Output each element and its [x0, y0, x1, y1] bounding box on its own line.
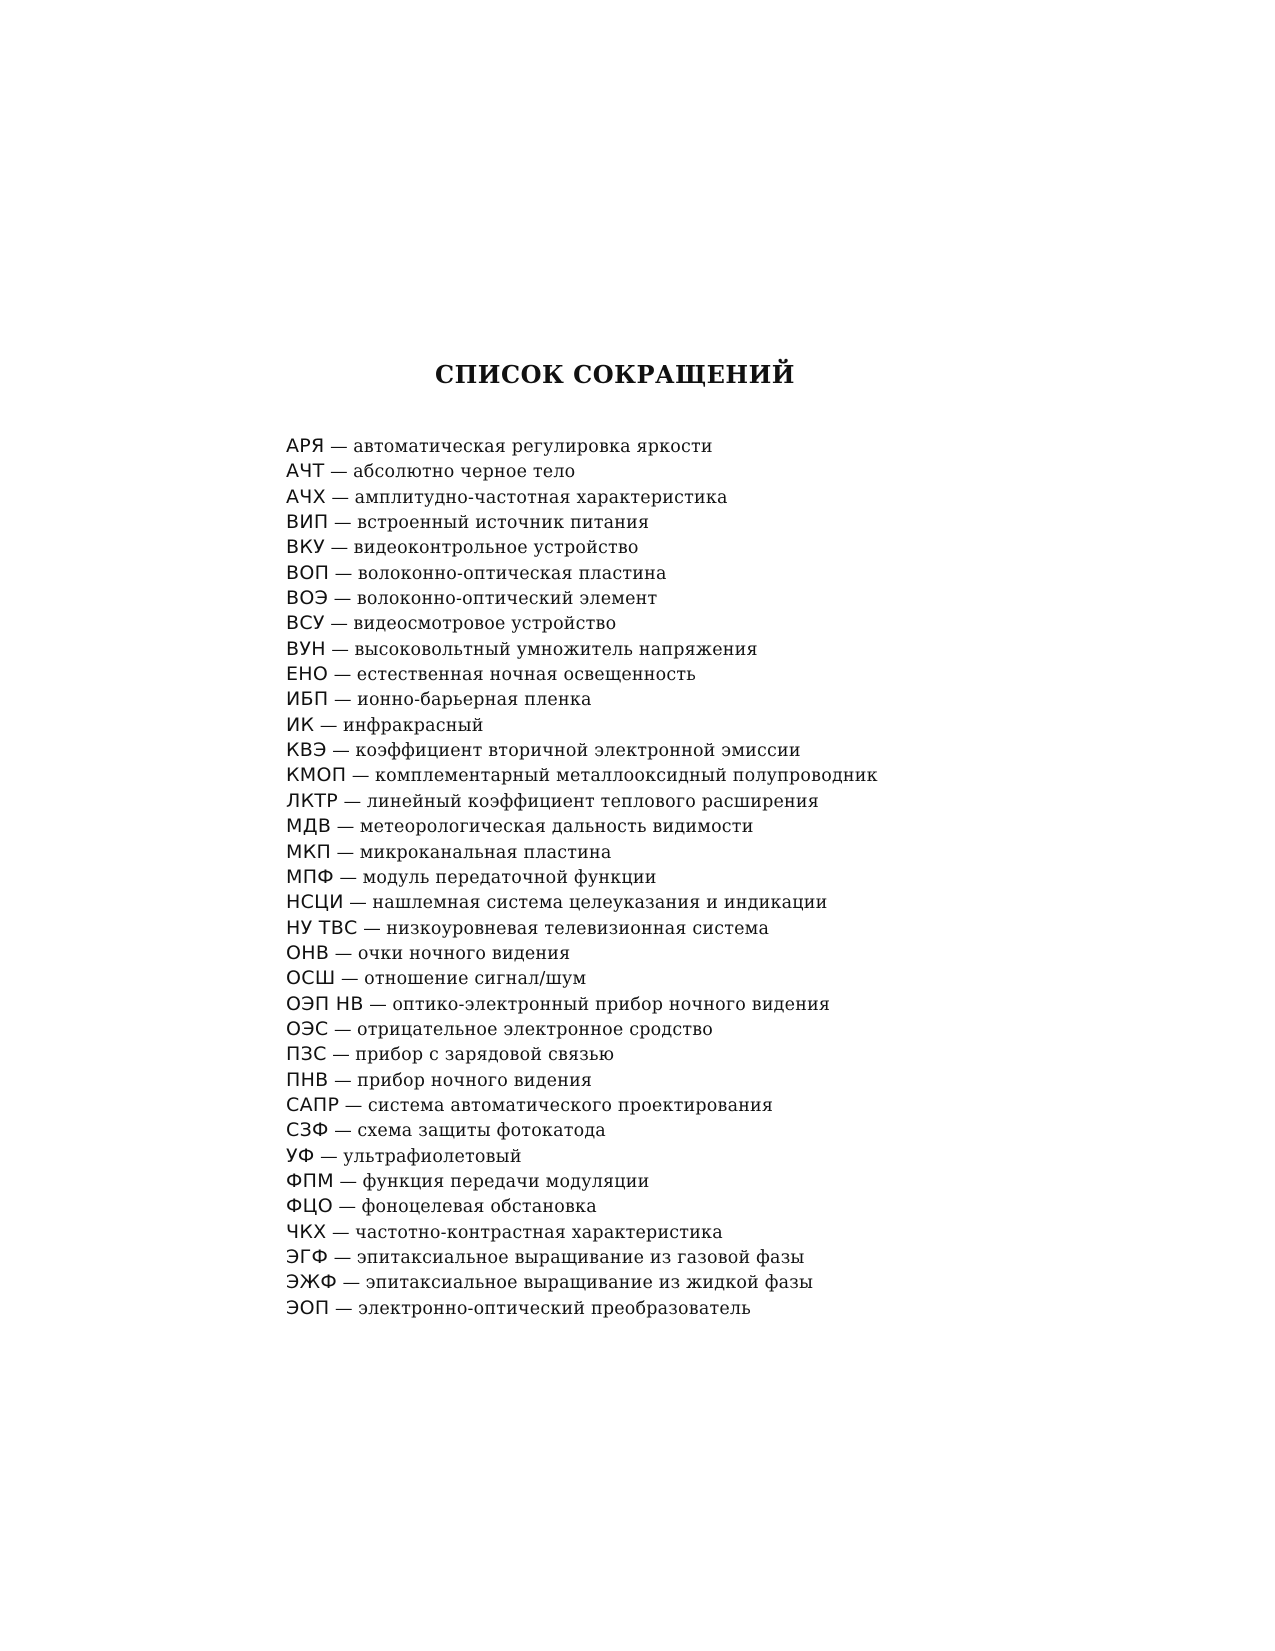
abbreviation-separator: —: [324, 462, 354, 483]
abbreviation-term: УФ: [286, 1144, 315, 1167]
abbreviation-entry: [286, 966, 878, 991]
abbreviation-definition: автоматическая регулировка яркости: [353, 437, 713, 457]
abbreviation-separator: —: [328, 665, 357, 686]
abbreviation-separator: —: [325, 487, 355, 508]
abbreviation-definition: видеосмотровое устройство: [353, 614, 617, 635]
abbreviation-definition: отношение сигнал/шум: [364, 969, 587, 990]
abbreviation-entry: [286, 1169, 878, 1194]
abbreviation-definition: волоконно-оптическая пластина: [357, 563, 667, 584]
abbreviation-definition: ионно-барьерная пленка: [357, 690, 592, 711]
abbreviation-term: МКП: [286, 840, 332, 863]
abbreviation-definition: амплитудно-частотная характеристика: [354, 487, 728, 508]
abbreviation-entry: [286, 1042, 878, 1067]
abbreviation-term: ПЗС: [286, 1043, 327, 1066]
abbreviation-term: ФЦО: [286, 1195, 333, 1218]
abbreviation-definition: модуль передаточной функции: [362, 867, 657, 888]
abbreviation-term: ИБП: [286, 688, 329, 711]
abbreviation-entry: [286, 485, 878, 510]
abbreviation-separator: —: [338, 791, 367, 812]
abbreviation-definition: волоконно-оптический элемент: [356, 589, 658, 610]
abbreviation-separator: —: [337, 1273, 366, 1294]
abbreviation-entry: [286, 459, 878, 484]
abbreviation-term: ЛКТР: [286, 789, 339, 812]
abbreviation-entry: [286, 1270, 878, 1295]
abbreviation-separator: —: [328, 589, 357, 610]
abbreviation-entry: [286, 840, 878, 865]
abbreviation-term: ВСУ: [286, 612, 325, 635]
abbreviation-entry: [286, 434, 878, 459]
abbreviation-separator: —: [328, 1019, 358, 1040]
abbreviation-separator: —: [332, 1197, 362, 1218]
abbreviation-separator: —: [324, 437, 354, 457]
abbreviation-separator: —: [326, 1045, 356, 1066]
abbreviation-term: ПНВ: [286, 1068, 329, 1091]
abbreviation-term: ВУН: [286, 637, 326, 660]
abbreviation-entry: [286, 865, 878, 890]
abbreviation-separator: —: [326, 1222, 356, 1243]
abbreviation-definition: оптико-электронный прибор ночного видения: [392, 994, 831, 1015]
abbreviation-separator: —: [324, 614, 354, 635]
abbreviation-separator: —: [346, 766, 375, 787]
abbreviation-separator: —: [328, 690, 358, 711]
abbreviation-definition: очки ночного видения: [357, 943, 571, 964]
abbreviation-entry: [286, 1144, 878, 1169]
abbreviation-separator: —: [331, 817, 360, 838]
abbreviation-term: ВИП: [286, 511, 329, 534]
abbreviation-entry: [286, 713, 878, 738]
abbreviation-definition: коэффициент вторичной электронной эмиссии: [355, 741, 801, 762]
abbreviation-entry: [286, 586, 878, 611]
abbreviation-term: АЧХ: [286, 485, 326, 508]
abbreviation-definition: комплементарный металлооксидный полупроводник: [374, 766, 878, 787]
abbreviation-separator: —: [335, 969, 365, 990]
abbreviation-separator: —: [326, 741, 356, 762]
abbreviation-entry: [286, 535, 878, 560]
abbreviation-definition: ультрафиолетовый: [343, 1146, 522, 1167]
abbreviation-entry: [286, 763, 878, 788]
abbreviation-term: НСЦИ: [286, 891, 344, 914]
abbreviation-entry: [286, 1118, 878, 1143]
abbreviation-entry: [286, 992, 878, 1017]
abbreviation-separator: —: [343, 893, 373, 914]
abbreviation-definition: прибор ночного видения: [357, 1070, 593, 1091]
abbreviation-entry: [286, 687, 878, 712]
abbreviation-list: [286, 434, 878, 1321]
abbreviation-term: ЧКХ: [286, 1220, 327, 1243]
abbreviation-separator: —: [328, 1248, 357, 1268]
abbreviation-entry: [286, 1068, 878, 1093]
abbreviation-separator: —: [331, 842, 360, 863]
abbreviation-term: ЭЖФ: [286, 1271, 337, 1294]
abbreviation-term: ОНВ: [286, 941, 330, 964]
abbreviation-term: ВОП: [286, 561, 330, 584]
abbreviation-term: ИК: [286, 713, 315, 736]
abbreviation-definition: прибор с зарядовой связью: [355, 1045, 615, 1066]
abbreviation-definition: схема защиты фотокатода: [357, 1121, 606, 1142]
abbreviation-definition: микроканальная пластина: [359, 842, 612, 863]
abbreviation-separator: —: [339, 1095, 368, 1116]
abbreviation-entry: [286, 1220, 878, 1245]
abbreviation-separator: —: [357, 918, 387, 939]
abbreviation-term: МДВ: [286, 815, 332, 838]
abbreviation-entry: [286, 1296, 878, 1321]
abbreviation-term: АЧТ: [286, 460, 325, 483]
abbreviation-entry: [286, 789, 878, 814]
abbreviation-definition: высоковольтный умножитель напряжения: [354, 639, 758, 660]
abbreviation-term: ОЭП НВ: [286, 992, 364, 1015]
abbreviation-entry: [286, 890, 878, 915]
abbreviation-term: СЗФ: [286, 1119, 329, 1142]
abbreviation-separator: —: [333, 1171, 363, 1192]
abbreviation-definition: встроенный источник питания: [357, 513, 650, 534]
abbreviation-separator: —: [329, 1298, 359, 1319]
abbreviation-separator: —: [333, 867, 363, 888]
abbreviation-definition: линейный коэффициент теплового расширения: [366, 791, 819, 812]
abbreviation-term: ЕНО: [286, 663, 329, 686]
abbreviation-definition: нашлемная система целеуказания и индикации: [372, 893, 828, 914]
abbreviation-term: САПР: [286, 1093, 340, 1116]
abbreviation-definition: частотно-контрастная характеристика: [355, 1222, 723, 1243]
abbreviation-separator: —: [363, 994, 393, 1015]
abbreviation-separator: —: [328, 1121, 358, 1142]
page-title: СПИСОК СОКРАЩЕНИЙ: [435, 360, 795, 389]
abbreviation-term: ОЭС: [286, 1017, 329, 1040]
abbreviation-entry: [286, 510, 878, 535]
abbreviation-separator: —: [329, 943, 358, 964]
abbreviation-entry: [286, 941, 878, 966]
abbreviation-term: ЭГФ: [286, 1246, 329, 1268]
abbreviation-entry: [286, 814, 878, 839]
abbreviation-definition: система автоматического проектирования: [367, 1095, 774, 1116]
abbreviation-entry: [286, 1245, 878, 1270]
abbreviation-entry: [286, 561, 878, 586]
abbreviation-definition: метеорологическая дальность видимости: [359, 817, 754, 838]
abbreviation-definition: эпитаксиальное выращивание из газовой фазы: [356, 1248, 805, 1268]
abbreviation-entry: [286, 611, 878, 636]
abbreviation-term: ВКУ: [286, 536, 326, 559]
abbreviation-term: АРЯ: [286, 435, 325, 457]
abbreviation-definition: эпитаксиальное выращивание из жидкой фазы: [365, 1273, 814, 1294]
abbreviation-entry: [286, 916, 878, 941]
abbreviation-term: МПФ: [286, 865, 334, 888]
abbreviation-entry: [286, 1017, 878, 1042]
abbreviation-entry: [286, 1194, 878, 1219]
abbreviation-separator: —: [314, 715, 343, 736]
abbreviation-term: ЭОП: [286, 1296, 330, 1319]
abbreviation-separator: —: [314, 1146, 344, 1167]
abbreviation-term: КВЭ: [286, 739, 327, 762]
abbreviation-definition: фоноцелевая обстановка: [361, 1197, 597, 1218]
abbreviation-definition: отрицательное электронное сродство: [357, 1019, 714, 1040]
abbreviation-entry: [286, 662, 878, 687]
abbreviation-separator: —: [325, 538, 354, 559]
abbreviation-definition: абсолютно черное тело: [353, 462, 576, 483]
abbreviation-definition: функция передачи модуляции: [362, 1171, 650, 1192]
abbreviation-term: ФПМ: [286, 1169, 334, 1192]
abbreviation-definition: электронно-оптический преобразователь: [358, 1298, 751, 1319]
abbreviation-entry: [286, 637, 878, 662]
abbreviation-separator: —: [328, 1070, 358, 1091]
abbreviation-separator: —: [325, 639, 355, 660]
abbreviation-term: ОСШ: [286, 967, 336, 990]
abbreviation-entry: [286, 738, 878, 763]
abbreviation-definition: естественная ночная освещенность: [356, 665, 696, 686]
abbreviation-separator: —: [328, 513, 358, 534]
abbreviation-definition: низкоуровневая телевизионная система: [386, 918, 770, 939]
abbreviation-definition: видеоконтрольное устройство: [353, 538, 639, 559]
abbreviation-entry: [286, 1093, 878, 1118]
abbreviation-definition: инфракрасный: [342, 715, 484, 736]
abbreviation-term: ВОЭ: [286, 587, 329, 610]
abbreviation-term: КМОП: [286, 764, 347, 787]
abbreviation-term: НУ ТВС: [286, 916, 358, 939]
abbreviation-separator: —: [329, 563, 358, 584]
